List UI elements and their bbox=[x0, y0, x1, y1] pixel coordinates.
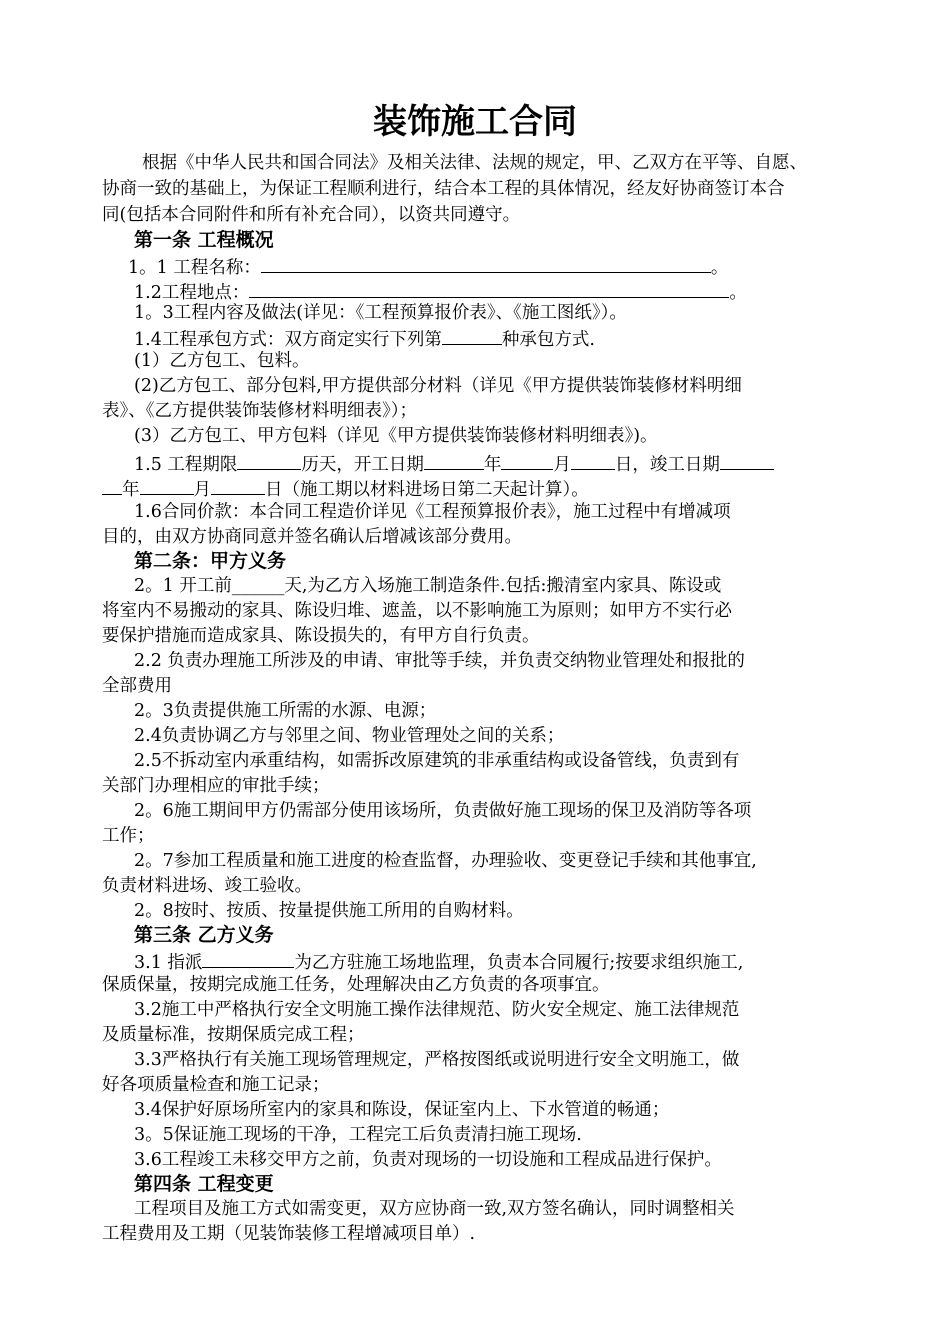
end-month-blank[interactable] bbox=[140, 474, 194, 495]
start-date-label: 历天，开工日期 bbox=[301, 455, 424, 475]
item-1-6-line-2: 目的，由双方协商同意并签名确认后增减该部分费用。 bbox=[102, 527, 522, 547]
supervisor-blank[interactable] bbox=[202, 947, 294, 968]
item-3-4: 3.4保护好原场所室内的家具和陈设，保证室内上、下水管道的畅通； bbox=[134, 1100, 670, 1120]
item-2-1-text-b: 天,为乙方入场施工制造条件.包括:搬清室内家具、陈设或 bbox=[284, 576, 722, 596]
item-3-1-text-a: 3.1 指派 bbox=[134, 953, 203, 973]
item-1-4-text: 1.4工程承包方式：双方商定实行下列第 bbox=[134, 330, 442, 350]
article-4-line-1: 工程项目及施工方式如需变更，双方应协商一致,双方签名确认，同时调整相关 bbox=[134, 1199, 735, 1219]
item-3-5: 3。5保证施工现场的干净，工程完工后负责清扫施工现场. bbox=[134, 1125, 582, 1145]
project-name-blank[interactable] bbox=[261, 252, 711, 273]
item-3-3-line-2: 好各项质量检查和施工记录； bbox=[102, 1075, 330, 1095]
project-name-label: 1。1 工程名称： bbox=[128, 258, 261, 278]
item-3-2-line-2: 及质量标准，按期保质完成工程； bbox=[102, 1025, 365, 1045]
end-month-unit: 月 bbox=[193, 480, 211, 500]
option-2-line-2: 表》、《乙方提供装饰装修材料明细表》）； bbox=[102, 401, 417, 421]
term-label: 1.5 工程期限 bbox=[134, 455, 238, 475]
item-1-3: 1。3工程内容及做法(详见：《工程预算报价表》、《施工图纸》）。 bbox=[134, 303, 627, 323]
start-month-unit: 月 bbox=[553, 455, 571, 475]
item-2-3: 2。3负责提供施工所需的水源、电源； bbox=[134, 701, 437, 721]
item-2-1-text-a: 2。1 开工前 bbox=[134, 576, 232, 596]
start-month-blank[interactable] bbox=[501, 449, 553, 470]
item-3-6: 3.6工程竣工未移交甲方之前，负责对现场的一切设施和工程成品进行保护。 bbox=[134, 1150, 722, 1170]
intro-line-3: 同(包括本合同附件和所有补充合同），以资共同遵守。 bbox=[102, 205, 521, 225]
option-3: (3）乙方包工、甲方包料（详见《甲方提供装饰装修材料明细表》)。 bbox=[134, 426, 658, 446]
article-4-line-2: 工程费用及工期（见装饰装修工程增减项目单）. bbox=[102, 1224, 476, 1244]
item-1-4-end: 种承包方式. bbox=[501, 330, 595, 350]
item-2-5-line-1: 2.5不拆动室内承重结构，如需拆改原建筑的非承重结构或设备管线，负责到有 bbox=[134, 751, 740, 771]
preparation-days-blank[interactable]: ______ bbox=[231, 576, 285, 596]
project-location-label: 1.2工程地点： bbox=[134, 283, 250, 303]
item-1-2-end: 。 bbox=[729, 283, 747, 303]
end-year-blank-a[interactable] bbox=[720, 449, 774, 470]
option-1: (1）乙方包工、包料。 bbox=[134, 351, 310, 371]
end-day-blank[interactable] bbox=[211, 474, 265, 495]
item-3-3-line-1: 3.3严格执行有关施工现场管理规定，严格按图纸或说明进行安全文明施工，做 bbox=[134, 1050, 740, 1070]
item-2-2-line-1: 2.2 负责办理施工所涉及的申请、审批等手续，并负责交纳物业管理处和报批的 bbox=[134, 651, 745, 671]
intro-line-2: 协商一致的基础上，为保证工程顺利进行，结合本工程的具体情况，经友好协商签订本合 bbox=[102, 179, 785, 199]
item-1-5-end: 日（施工期以材料进场日第二天起计算）。 bbox=[265, 480, 589, 500]
item-1-5-line-2 bbox=[102, 474, 589, 500]
item-3-1-text-b: 为乙方驻施工场地监理，负责本合同履行;按要求组织施工, bbox=[294, 953, 744, 973]
item-2-4: 2.4负责协调乙方与邻里之间、物业管理处之间的关系； bbox=[134, 726, 565, 746]
item-1-6-line-1: 1.6合同价款：本合同工程造价详见《工程预算报价表》，施工过程中有增减项 bbox=[134, 502, 731, 522]
end-year-blank-b[interactable] bbox=[102, 474, 122, 495]
project-location-blank[interactable] bbox=[249, 277, 729, 298]
item-1-1-end: 。 bbox=[710, 258, 729, 278]
item-2-5-line-2: 关部门办理相应的审批手续； bbox=[102, 776, 330, 796]
item-1-1 bbox=[128, 252, 728, 278]
end-date-label: 日，竣工日期 bbox=[614, 455, 720, 475]
term-days-blank[interactable] bbox=[237, 449, 301, 470]
item-2-1-line-3: 要保护措施而造成家具、陈设损失的，有甲方自行负责。 bbox=[102, 626, 540, 646]
item-2-7-line-1: 2。7参加工程质量和施工进度的检查监督，办理验收、变更登记手续和其他事宜, bbox=[134, 851, 757, 871]
article-3-heading: 第三条 乙方义务 bbox=[134, 924, 274, 946]
item-3-2-line-1: 3.2施工中严格执行安全文明施工操作法律规范、防火安全规定、施工法律规范 bbox=[134, 1000, 740, 1020]
start-year-blank[interactable] bbox=[424, 449, 484, 470]
item-3-1-line-1 bbox=[134, 947, 743, 973]
end-year-unit: 年 bbox=[122, 480, 140, 500]
article-2-heading: 第二条：甲方义务 bbox=[134, 550, 287, 572]
item-2-7-line-2: 负责材料进场、竣工验收。 bbox=[102, 876, 312, 896]
item-2-1-line-1 bbox=[134, 573, 721, 599]
item-2-1-line-2: 将室内不易搬动的家具、陈设归堆、遮盖，以不影响施工为原则；如甲方不实行必 bbox=[102, 601, 732, 621]
item-2-6-line-2: 工作； bbox=[102, 826, 155, 846]
item-1-4 bbox=[134, 324, 595, 350]
contract-mode-blank[interactable] bbox=[442, 324, 502, 345]
intro-line-1: 根据《中华人民共和国合同法》及相关法律、法规的规定，甲、乙双方在平等、自愿、 bbox=[142, 153, 807, 173]
article-4-heading: 第四条 工程变更 bbox=[134, 1173, 274, 1195]
article-1-heading: 第一条 工程概况 bbox=[134, 229, 274, 251]
item-2-6-line-1: 2。6施工期间甲方仍需部分使用该场所，负责做好施工现场的保卫及消防等各项 bbox=[134, 801, 752, 821]
item-1-5 bbox=[134, 449, 774, 475]
item-3-1-line-2: 保质保量，按期完成施工任务，处理解决由乙方负责的各项事宜。 bbox=[102, 975, 610, 995]
item-2-8: 2。8按时、按质、按量提供施工所用的自购材料。 bbox=[134, 901, 524, 921]
start-day-blank[interactable] bbox=[571, 449, 615, 470]
item-2-2-line-2: 全部费用 bbox=[102, 676, 172, 696]
start-year-unit: 年 bbox=[483, 455, 502, 475]
document-title: 装饰施工合同 bbox=[373, 102, 577, 142]
option-2-line-1: (2)乙方包工、部分包料,甲方提供部分材料（详见《甲方提供装饰装修材料明细 bbox=[134, 376, 742, 396]
